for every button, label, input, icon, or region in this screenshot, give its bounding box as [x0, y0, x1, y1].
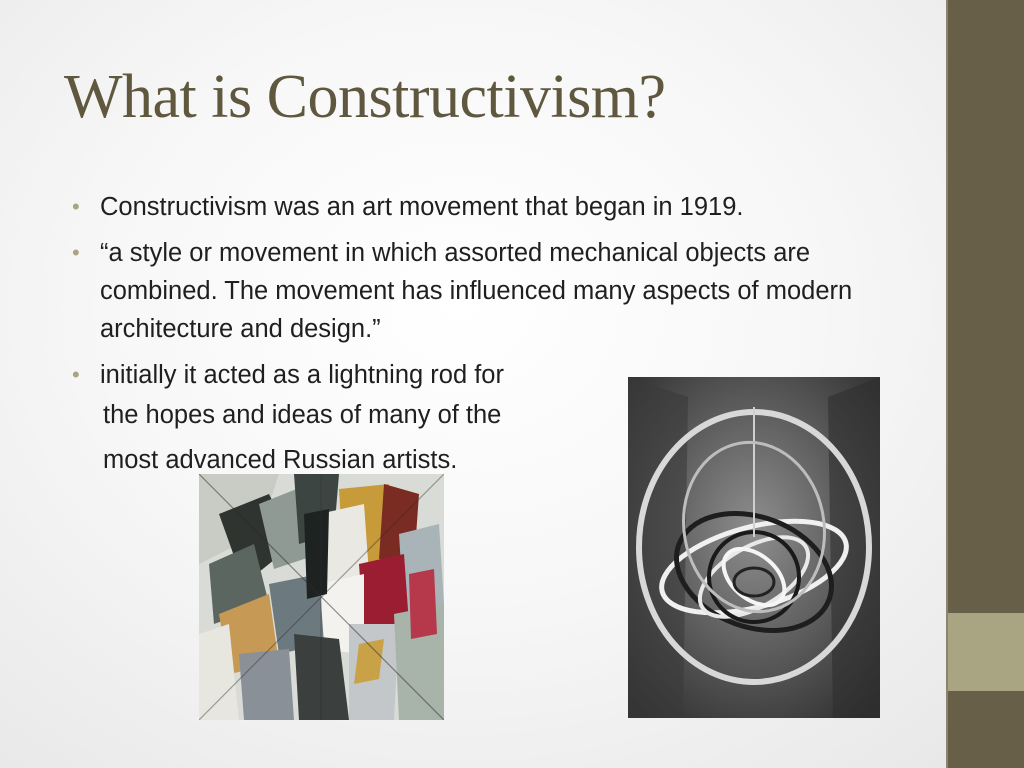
sculpture-artwork [628, 377, 880, 718]
bullet-dot-icon: • [72, 362, 80, 387]
bullet-dot-icon: • [72, 240, 80, 265]
bullet-text: “a style or movement in which assorted mechanical objects are combined. The movement has influenced many aspects of modern architecture and design.” [100, 239, 853, 343]
bullet-text: Constructivism was an art movement that began in 1919. [100, 193, 744, 221]
cubist-painting-image [199, 474, 444, 720]
bullet-item [72, 188, 902, 226]
slide-title: What is Constructivism? [64, 63, 666, 131]
painting-artwork [199, 474, 444, 720]
sidebar-accent-block [948, 613, 1024, 691]
spatial-construction-sculpture-image [628, 377, 880, 718]
bullet-dot-icon: • [72, 194, 80, 219]
bullet-list [72, 188, 902, 402]
bullet-item [72, 234, 902, 348]
continuation-line: the hopes and ideas of many of the [103, 401, 502, 429]
bullet-text: initially it acted as a lightning rod for [100, 361, 504, 389]
continuation-line: most advanced Russian artists. [103, 446, 458, 474]
